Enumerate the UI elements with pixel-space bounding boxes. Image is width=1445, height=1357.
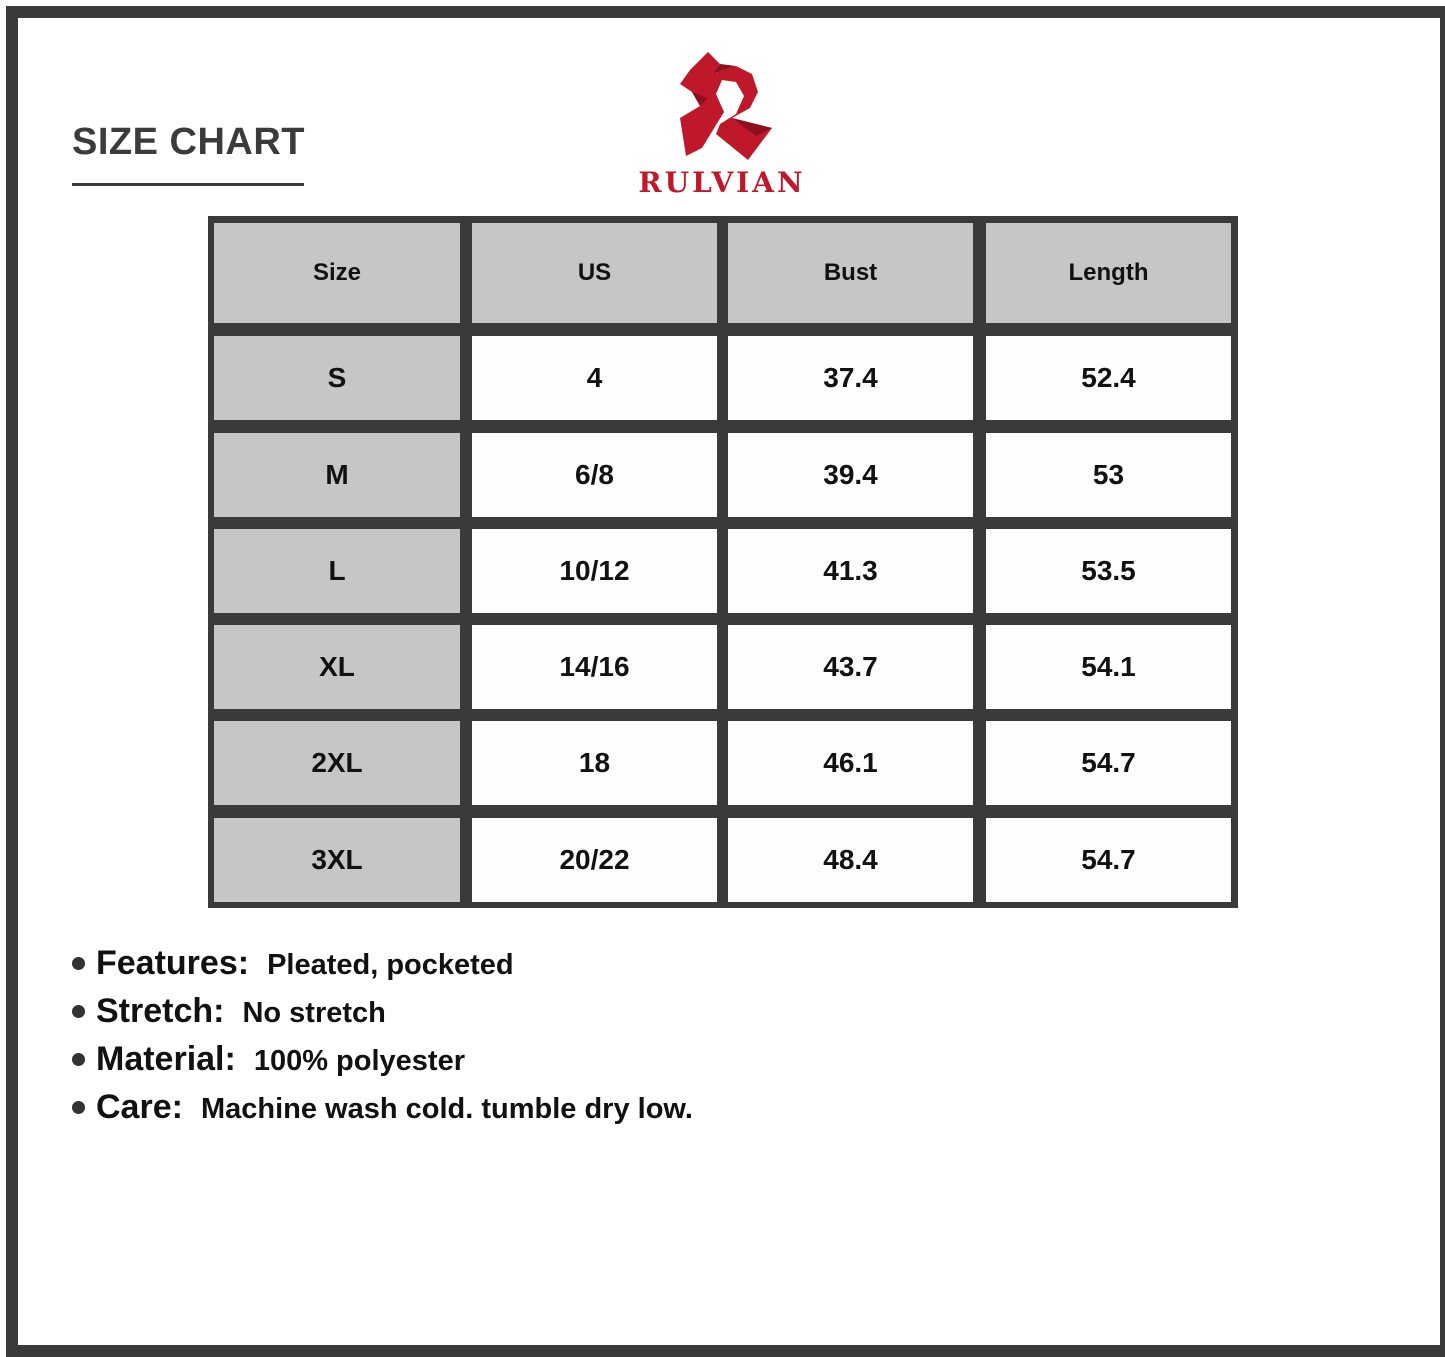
size-table — [208, 216, 1238, 908]
cell-us: 6/8 — [472, 433, 717, 517]
cell-length: 52.4 — [986, 336, 1231, 420]
bullet-icon — [72, 1101, 85, 1114]
detail-features — [72, 944, 514, 988]
detail-key: Material: — [96, 1040, 236, 1078]
cell-length: 54.7 — [986, 818, 1231, 902]
cell-bust: 39.4 — [728, 433, 973, 517]
detail-value: 100% polyester — [253, 1045, 465, 1077]
detail-key: Stretch: — [96, 992, 225, 1030]
bullet-icon — [72, 957, 85, 970]
cell-us: 10/12 — [472, 529, 717, 613]
cell-bust: 48.4 — [728, 818, 973, 902]
size-label-cell: XL — [214, 625, 460, 709]
detail-material — [72, 1040, 465, 1084]
header-size: Size — [214, 223, 460, 323]
cell-us: 20/22 — [472, 818, 717, 902]
size-label-cell: 3XL — [214, 818, 460, 902]
detail-key: Features: — [96, 944, 250, 982]
cell-bust: 46.1 — [728, 721, 973, 805]
size-label-cell: L — [214, 529, 460, 613]
detail-value: No stretch — [242, 997, 386, 1029]
bullet-icon — [72, 1053, 85, 1066]
cell-bust: 43.7 — [728, 625, 973, 709]
detail-value: Pleated, pocketed — [267, 949, 514, 981]
cell-length: 53 — [986, 433, 1231, 517]
cell-length: 54.1 — [986, 625, 1231, 709]
cell-length: 53.5 — [986, 529, 1231, 613]
size-label-cell: S — [214, 336, 460, 420]
cell-bust: 41.3 — [728, 529, 973, 613]
cell-us: 14/16 — [472, 625, 717, 709]
detail-stretch — [72, 992, 386, 1036]
cell-us: 18 — [472, 721, 717, 805]
detail-value: Machine wash cold. tumble dry low. — [200, 1093, 693, 1125]
detail-key: Care: — [96, 1088, 183, 1126]
bullet-icon — [72, 1005, 85, 1018]
header-us: US — [472, 223, 717, 323]
size-label-cell: 2XL — [214, 721, 460, 805]
page-title: SIZE CHART — [72, 121, 305, 163]
size-label-cell: M — [214, 433, 460, 517]
header-bust: Bust — [728, 223, 973, 323]
cell-length: 54.7 — [986, 721, 1231, 805]
rulvian-r-logo-icon — [672, 52, 776, 164]
title-underline — [72, 183, 304, 186]
header-length: Length — [986, 223, 1231, 323]
brand-name: RULVIAN — [638, 166, 806, 199]
cell-bust: 37.4 — [728, 336, 973, 420]
cell-us: 4 — [472, 336, 717, 420]
detail-care — [72, 1088, 693, 1132]
